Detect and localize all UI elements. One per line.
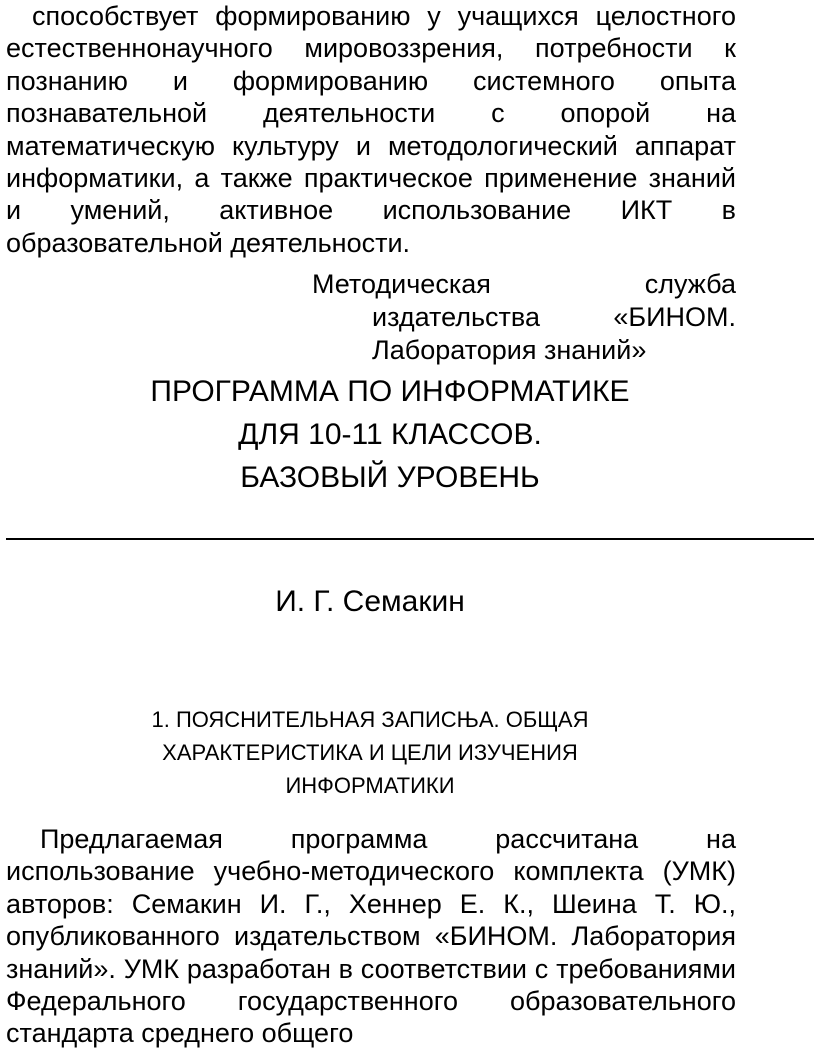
program-title xyxy=(0,370,780,499)
author-name: И. Г. Семакин xyxy=(275,585,465,618)
program-title-line: ДЛЯ 10-11 КЛАССОВ. xyxy=(238,418,542,451)
attribution-word: Методическая xyxy=(312,269,491,299)
section-heading xyxy=(0,703,740,802)
section-heading-line: ИНФОРМАТИКИ xyxy=(285,773,455,798)
attribution-word: «БИНОМ. xyxy=(613,302,736,332)
section-heading-line: 1. ПОЯСНИТЕЛЬНАЯ ЗАПИСЊА. ОБЩАЯ xyxy=(151,707,589,732)
publisher-attribution xyxy=(312,268,736,367)
section-paragraph: Предлагаемая программа рассчитана на использование учебно-методического комплекта (УМК) авторов: Семакин И. Г., Хеннер Е. К., Шеина Т. Ю., опубликованного издательством «БИНОМ. Лаборатория знаний». УМК разработан в соответствии с требованиями Федерального государственного образовательного стандарта среднего общего xyxy=(6,824,736,1049)
intro-paragraph: способствует формированию у учащихся целостного естественнонаучного мировоззрения, потребности к познанию и формированию системного опыта познавательной деятельности с опорой на математическую культуру и методологический аппарат информатики, а также практическое применение знаний и умений, активное использование ИКТ в образовательной деятельности. xyxy=(6,1,736,258)
attribution-word: служба xyxy=(644,269,736,299)
attribution-line-3: Лаборатория знаний» xyxy=(372,335,647,365)
horizontal-divider xyxy=(6,538,814,540)
attribution-line-2 xyxy=(312,301,736,334)
program-title-line: БАЗОВЫЙ УРОВЕНЬ xyxy=(240,461,540,494)
attribution-word: издательства xyxy=(372,302,540,332)
program-title-line: ПРОГРАММА ПО ИНФОРМАТИКЕ xyxy=(150,375,630,408)
attribution-line-1 xyxy=(312,268,736,301)
section-heading-line: ХАРАКТЕРИСТИКА И ЦЕЛИ ИЗУЧЕНИЯ xyxy=(162,740,578,765)
